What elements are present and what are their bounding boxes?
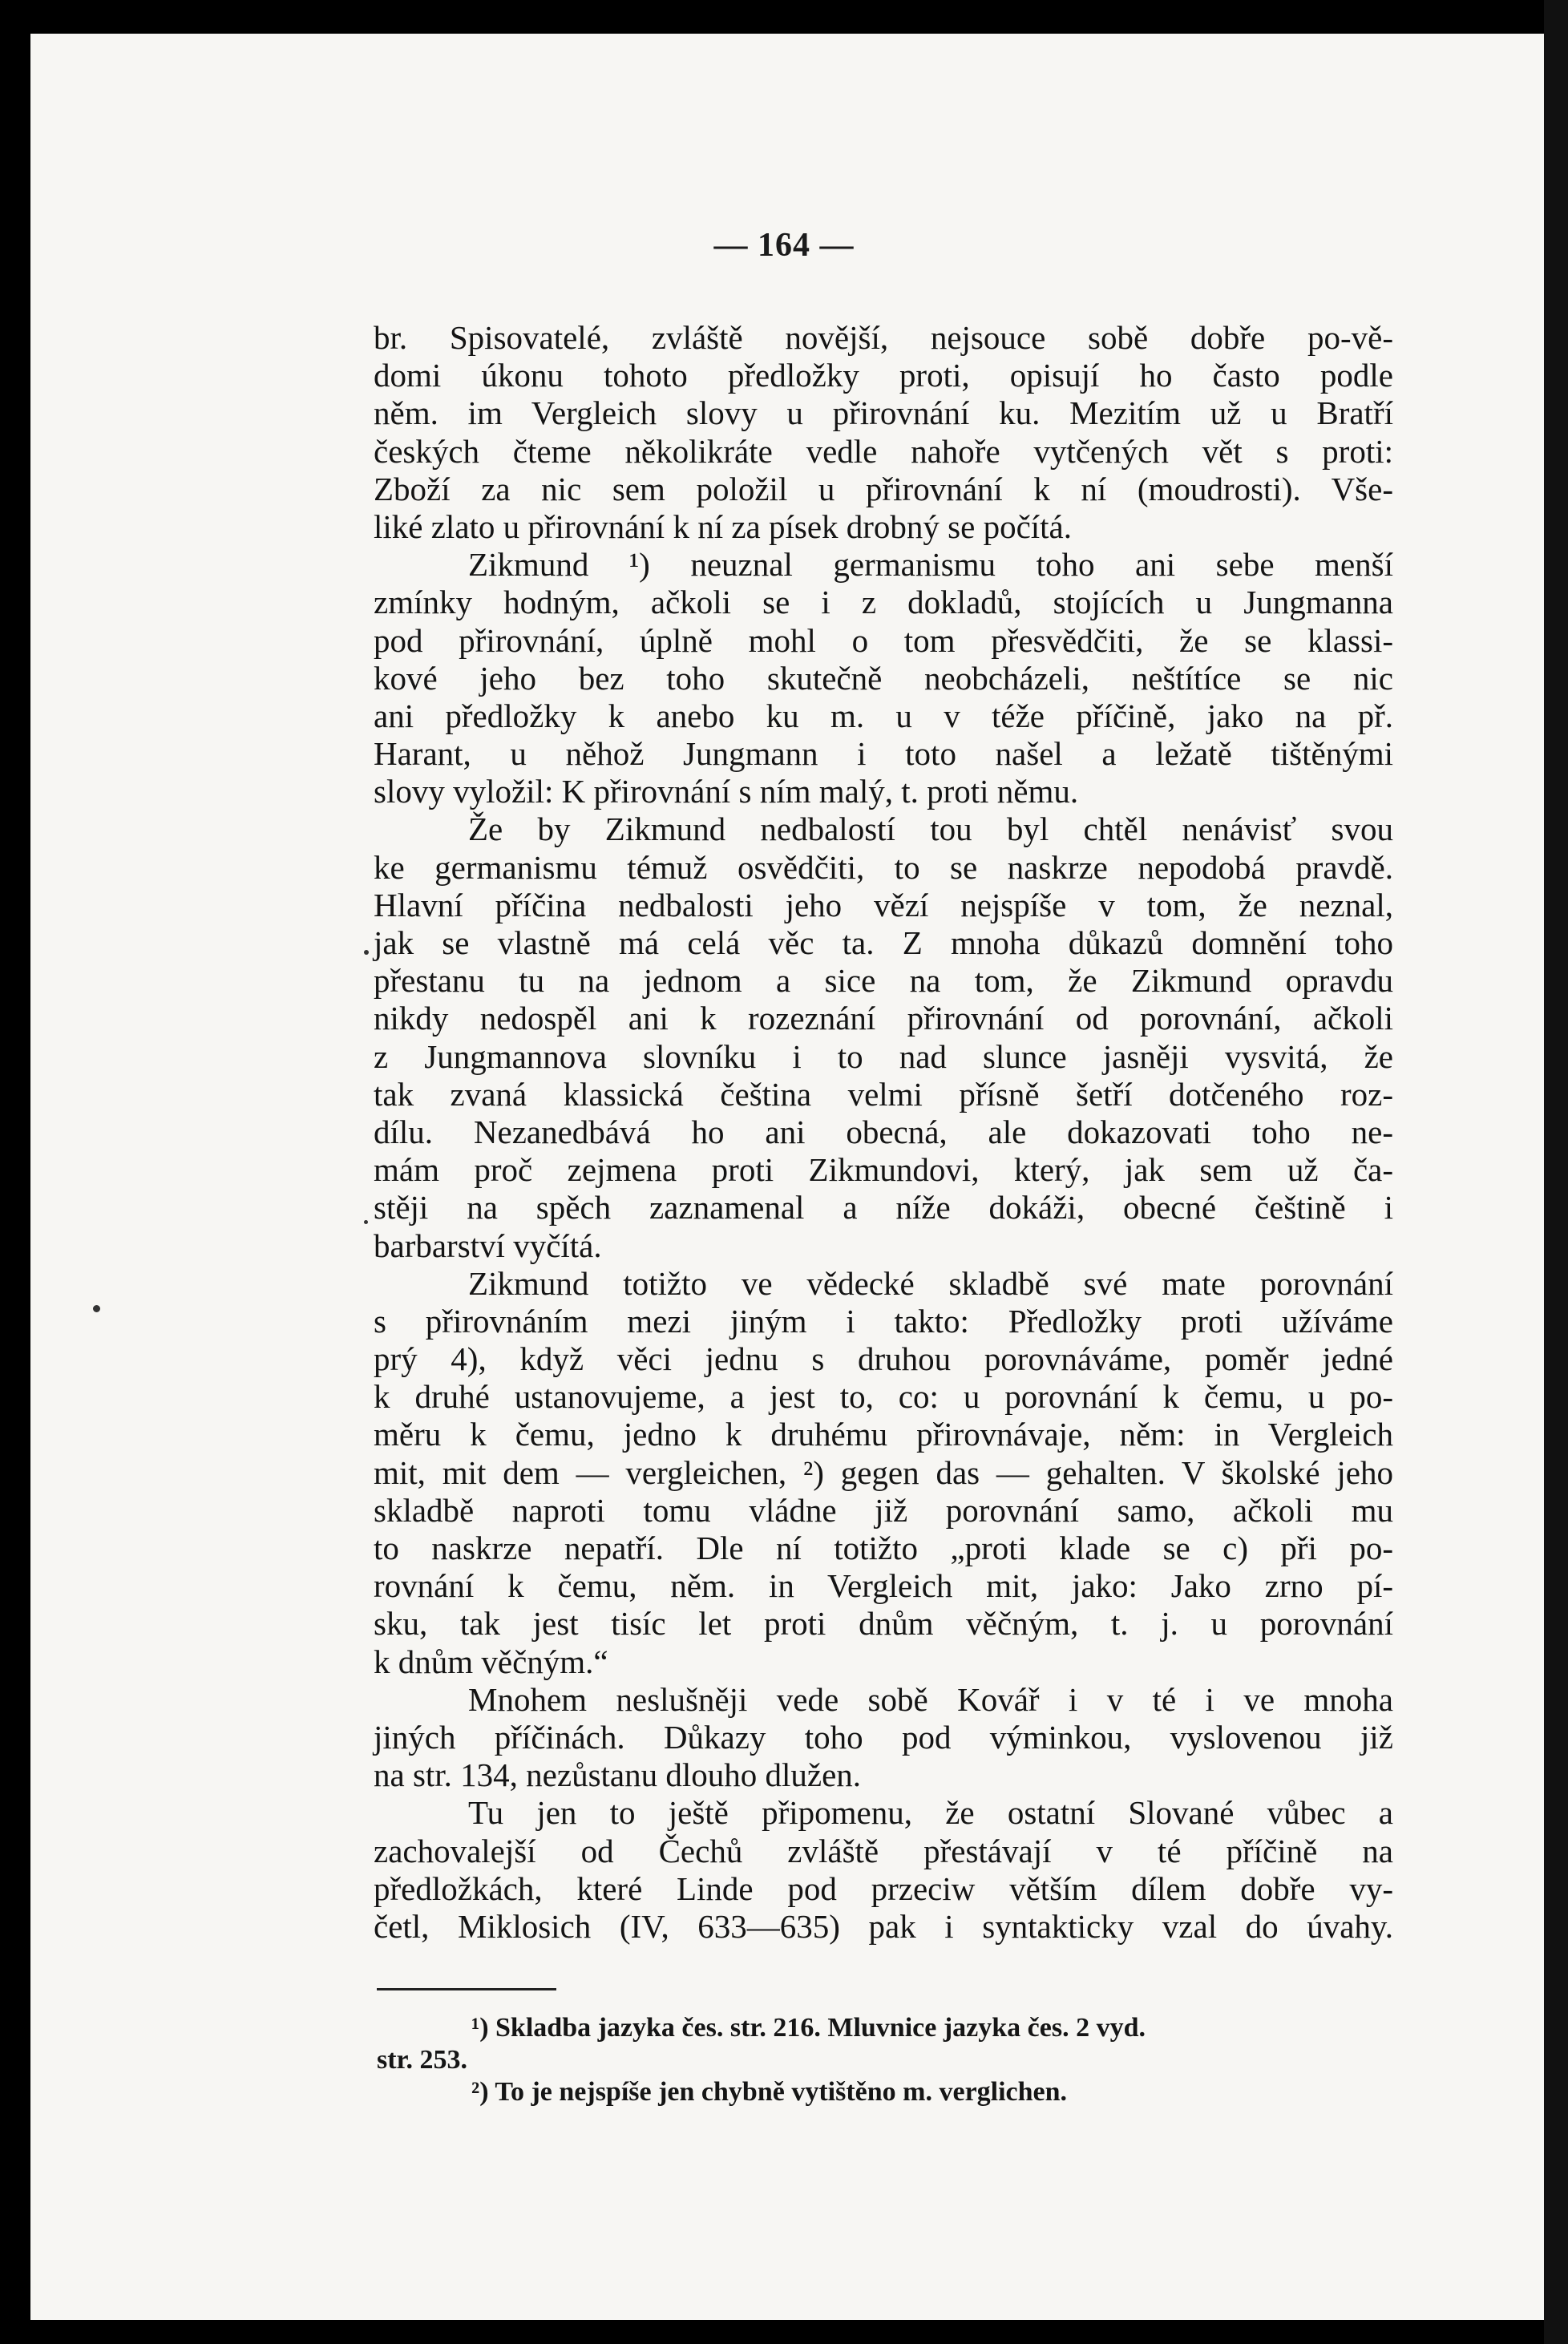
footnote-rule	[377, 1988, 556, 1990]
text-line: dílu. Nezanedbává ho ani obecná, ale dokazovati toho ne-	[374, 1113, 1393, 1150]
text-line: slovy vyložil: K přirovnání s ním malý, t. proti němu.	[374, 773, 1079, 810]
text-line: přestanu tu na jednom a sice na tom, že Zikmund opravdu	[374, 962, 1393, 1000]
ink-speck	[364, 1220, 368, 1224]
footnote-line: ¹) Skladba jazyka čes. str. 216. Mluvnice jazyka čes. 2 vyd.	[471, 2013, 1146, 2043]
text-line: něm. im Vergleich slovy u přirovnání ku. Mezitím už u Bratří	[374, 394, 1393, 432]
text-line: tak zvaná klassická čeština velmi přísně šetří dotčeného roz-	[374, 1075, 1393, 1113]
text-line: Zikmund ¹) neuznal germanismu toho ani sebe menší	[468, 546, 1393, 584]
text-line: barbarství vyčítá.	[374, 1227, 602, 1264]
text-line: rovnání k čemu, něm. in Vergleich mit, jako: Jako zrno pí-	[374, 1567, 1393, 1605]
text-line: jiných příčinách. Důkazy toho pod výminkou, vyslovenou již	[374, 1718, 1393, 1756]
text-line: stěji na spěch zaznamenal a níže dokáži, obecné češtině i	[374, 1189, 1393, 1227]
text-line: domi úkonu tohoto předložky proti, opisují ho často podle	[374, 357, 1393, 394]
text-line: českých čteme několikráte vedle nahoře vytčených vět s proti:	[374, 432, 1393, 470]
page-edge-shadow	[1544, 0, 1568, 2344]
text-line: předložkách, které Linde pod przeciw větším dílem dobře vy-	[374, 1869, 1393, 1907]
footnote-line: str. 253.	[377, 2045, 468, 2075]
text-line: nikdy nedospěl ani k rozeznání přirovnání od porovnání, ačkoli	[374, 1000, 1393, 1037]
text-line: br. Spisovatelé, zvláště novější, nejsouce sobě dobře po-vě-	[374, 319, 1393, 356]
text-line: měru k čemu, jedno k druhému přirovnávaje, něm: in Vergleich	[374, 1416, 1393, 1453]
ink-speck	[93, 1305, 100, 1312]
text-line: pod přirovnání, úplně mohl o tom přesvědčiti, že se klassi-	[374, 621, 1393, 659]
text-line: kové jeho bez toho skutečně neobcházeli, neštítíce se nic	[374, 659, 1393, 697]
text-line: ani předložky k anebo ku m. u v téže příčině, jako na př.	[374, 697, 1393, 734]
text-line: sku, tak jest tisíc let proti dnům věčným, t. j. u porovnání	[374, 1605, 1393, 1643]
text-line: Mnohem neslušněji vede sobě Kovář i v té i ve mnoha	[468, 1680, 1393, 1718]
footnotes	[377, 2012, 1393, 2108]
page-number: — 164 —	[713, 227, 855, 264]
text-line: skladbě naproti tomu vládne již porovnání samo, ačkoli mu	[374, 1491, 1393, 1529]
text-line: prý 4), když věci jednu s druhou porovnáváme, poměr jedné	[374, 1340, 1393, 1378]
text-line: Tu jen to ještě připomenu, že ostatní Slované vůbec a	[468, 1794, 1393, 1832]
text-line: k druhé ustanovujeme, a jest to, co: u porovnání k čemu, u po-	[374, 1378, 1393, 1416]
text-line: jak se vlastně má celá věc ta. Z mnoha důkazů domnění toho	[374, 924, 1393, 961]
ink-speck	[364, 950, 369, 955]
text-line: mit, mit dem — vergleichen, ²) gegen das — gehalten. V školské jeho	[374, 1453, 1393, 1491]
text-line: Že by Zikmund nedbalostí tou byl chtěl nenávisť svou	[468, 810, 1393, 848]
body-text	[374, 319, 1393, 1946]
text-line: mám proč zejmena proti Zikmundovi, který, jak sem už ča-	[374, 1151, 1393, 1189]
text-line: k dnům věčným.“	[374, 1643, 608, 1680]
text-line: liké zlato u přirovnání k ní za písek drobný se počítá.	[374, 507, 1073, 545]
footnote-line: ²) To je nejspíše jen chybně vytištěno m. verglichen.	[471, 2077, 1068, 2107]
text-line: zmínky hodným, ačkoli se i z dokladů, stojících u Jungmanna	[374, 584, 1393, 621]
text-line: Hlavní příčina nedbalosti jeho vězí nejspíše v tom, že neznal,	[374, 886, 1393, 923]
text-line: Zboží za nic sem položil u přirovnání k ní (moudrosti). Vše-	[374, 470, 1393, 507]
text-line: četl, Miklosich (IV, 633—635) pak i syntakticky vzal do úvahy.	[374, 1907, 1393, 1945]
text-line: na str. 134, nezůstanu dlouho dlužen.	[374, 1756, 862, 1794]
text-line: Zikmund totižto ve vědecké skladbě své mate porovnání	[468, 1264, 1393, 1302]
text-line: s přirovnáním mezi jiným i takto: Předložky proti užíváme	[374, 1302, 1393, 1340]
text-line: to naskrze nepatří. Dle ní totižto „proti klade se c) při po-	[374, 1530, 1393, 1566]
text-line: Harant, u něhož Jungmann i toto našel a ležatě tištěnými	[374, 735, 1393, 773]
text-line: z Jungmannova slovníku i to nad slunce jasněji vysvitá, že	[374, 1037, 1393, 1075]
text-line: ke germanismu témuž osvědčiti, to se naskrze nepodobá pravdě.	[374, 848, 1393, 886]
text-line: zachovalejší od Čechů zvláště přestávají v té příčině na	[374, 1832, 1393, 1869]
